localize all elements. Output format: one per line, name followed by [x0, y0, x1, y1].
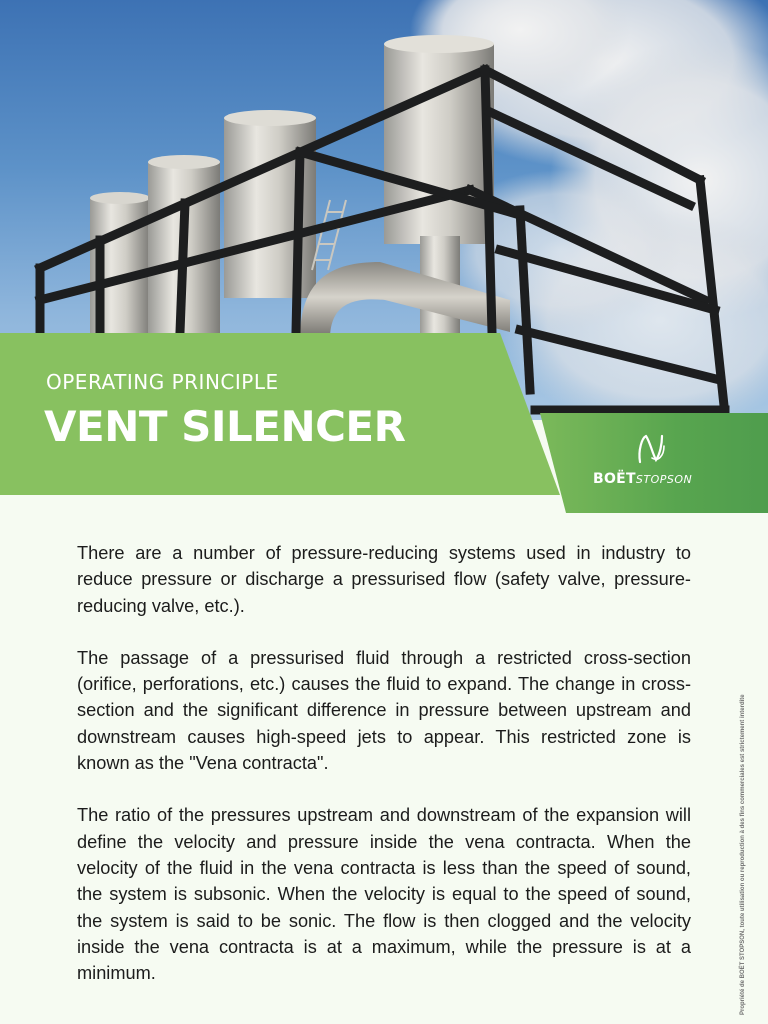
- brand-name-italic: STOPSON: [635, 473, 693, 486]
- paragraph: There are a number of pressure-reducing systems used in industry to reduce pressure or discharge a pressurised flow (safety valve, pressure-reducing valve, etc.).: [77, 543, 691, 616]
- legal-notice: Propriété de BOËT STOPSON, toute utilisation ou reproduction à des fins commerciales est strictement interdite: [740, 694, 746, 1015]
- brand-name-bold: BOËT: [593, 471, 636, 487]
- page-title: VENT SILENCER: [44, 402, 406, 451]
- paragraph: The ratio of the pressures upstream and downstream of the expansion will define the velocity and pressure inside the vena contracta. When the velocity of the fluid in the vena contracta is less than the speed of sound, the system is subsonic. When the velocity is equal to the speed of sound, the system is said to be sonic. The flow is then clogged and the velocity inside the vena contracta is at a maximum, while the pressure is at a minimum.: [77, 805, 691, 984]
- boet-stopson-logo-icon: [634, 432, 668, 466]
- page-subtitle: OPERATING PRINCIPLE: [46, 370, 279, 394]
- paragraph: The passage of a pressurised fluid through a restricted cross-section (orifice, perforations, etc.) causes the fluid to expand. The change in cross-section and the significant difference in pressure between upstream and downstream causes high-speed jets to appear. This restricted zone is known as the "Vena contracta".: [77, 647, 691, 774]
- brand-wordmark: [593, 468, 692, 487]
- body-text: [77, 540, 691, 1012]
- ladder: [312, 200, 346, 270]
